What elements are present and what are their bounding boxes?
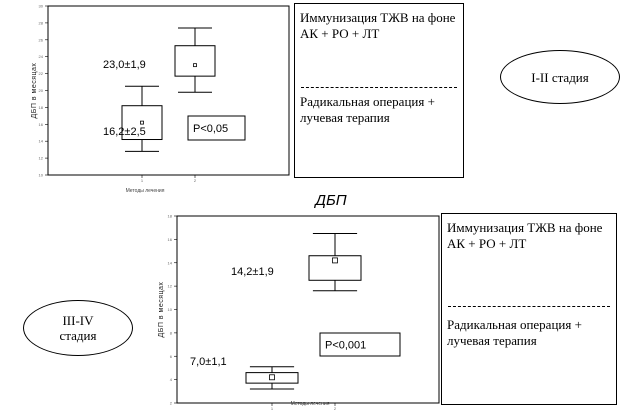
p-value-label: P<0,001: [325, 339, 367, 352]
legend-divider: [301, 87, 457, 88]
y-tick-label: 30: [38, 3, 43, 9]
x-axis-label: Методы лечения: [290, 401, 330, 407]
chart-stage-1-2: [31, 4, 289, 195]
legend-divider: [448, 306, 610, 307]
y-tick-label: 4: [169, 377, 172, 383]
y-tick-label: 28: [38, 20, 43, 26]
chart-title: ДБП: [315, 192, 347, 209]
box: [175, 46, 215, 76]
plot-frame: [177, 216, 439, 403]
plot-frame: [48, 6, 289, 175]
box-value-label: 16,2±2,5: [103, 126, 146, 138]
y-tick-label: 12: [167, 283, 172, 289]
y-tick-label: 6: [169, 353, 172, 359]
x-tick-label: 1: [270, 406, 274, 411]
legend-surgery-label: Радикальная операция + лучевая терапия: [300, 94, 435, 125]
y-tick-label: 10: [38, 172, 43, 178]
y-tick-label: 14: [167, 260, 172, 266]
box-value-label: 14,2±1,9: [231, 266, 274, 278]
y-tick-label: 20: [38, 88, 43, 93]
mean-marker: [270, 375, 275, 380]
legend-stage-1-2: [294, 3, 464, 178]
y-tick-label: 26: [38, 37, 43, 43]
stage-label: III-IV стадия: [59, 313, 97, 343]
y-tick-label: 16: [167, 236, 172, 242]
y-tick-label: 22: [38, 71, 43, 77]
y-axis-label: ДБП в месяцах: [158, 281, 165, 338]
x-tick-label: 2: [333, 406, 337, 411]
box-value-label: 7,0±1,1: [190, 356, 227, 368]
y-tick-label: 14: [38, 138, 43, 144]
legend-surgery-label: Радикальная операция + лучевая терапия: [447, 317, 582, 348]
mean-marker: [194, 64, 197, 67]
mean-marker: [141, 121, 144, 124]
mean-marker: [333, 258, 338, 263]
x-tick-label: 2: [193, 178, 197, 183]
y-tick-label: 24: [38, 54, 43, 60]
stage-badge-3-4: [23, 300, 133, 356]
legend-immunization-label: Иммунизация ТЖВ на фоне АК + РО + ЛТ: [300, 10, 456, 41]
p-value-label: P<0,05: [193, 123, 229, 135]
stage-label: I-II стадия: [531, 69, 589, 85]
x-axis-label: Методы лечения: [125, 188, 165, 194]
y-tick-label: 12: [38, 155, 43, 161]
y-tick-label: 18: [167, 213, 172, 219]
y-tick-label: 16: [38, 121, 43, 127]
y-axis-label: ДБП в месяцах: [31, 62, 38, 119]
box-value-label: 23,0±1,9: [103, 59, 146, 71]
x-tick-label: 1: [140, 178, 144, 183]
y-tick-label: 10: [167, 307, 172, 312]
stage-badge-1-2: [500, 50, 620, 104]
chart-stage-3-4: [158, 214, 439, 411]
y-tick-label: 8: [169, 330, 172, 336]
legend-stage-3-4: [441, 213, 617, 405]
legend-immunization-label: Иммунизация ТЖВ на фоне АК + РО + ЛТ: [447, 220, 603, 251]
y-tick-label: 2: [169, 400, 172, 406]
y-tick-label: 18: [38, 104, 43, 110]
